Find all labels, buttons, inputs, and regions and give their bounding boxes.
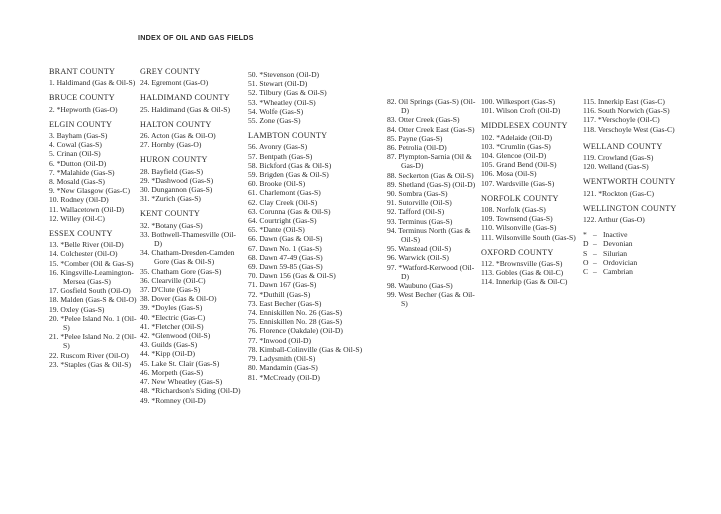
legend-dash: –	[593, 239, 597, 249]
field-entry: 82. Oil Springs (Gas-S) (Oil-D)	[387, 97, 476, 116]
field-entry: 84. Otter Creek East (Gas-S)	[387, 124, 475, 134]
county-heading: LAMBTON COUNTY	[248, 131, 328, 141]
field-entry: 77. *Inwood (Oil-D)	[248, 335, 312, 345]
field-entry: 101. Wilson Croft (Oil-D)	[481, 106, 561, 116]
legend-row	[583, 249, 713, 258]
field-entry: 18. Malden (Gas-S & Oil-O)	[49, 295, 137, 305]
field-entry: 17. Gosfield South (Oil-O)	[49, 286, 131, 296]
page-title: INDEX OF OIL AND GAS FIELDS	[138, 33, 254, 42]
field-entry: 54. Wolfe (Gas-S)	[248, 106, 304, 116]
field-entry: 94. Terminus North (Gas & Oil-S)	[387, 225, 471, 245]
field-entry: 69. Dawn 59-85 (Gas-S)	[248, 262, 323, 272]
field-entry: 43. Guilds (Gas-S)	[140, 340, 198, 350]
field-entry: 107. Wardsville (Gas-S)	[481, 178, 555, 188]
field-entry: 119. Crowland (Gas-S)	[583, 153, 654, 163]
field-entry: 6. *Dutton (Oil-D)	[49, 158, 107, 168]
field-entry: 89. Shetland (Gas-S) (Oil-D)	[387, 179, 476, 189]
county-heading: ESSEX COUNTY	[49, 229, 113, 239]
county-section	[248, 70, 378, 125]
field-entry: 112. *Brownsville (Gas-S)	[481, 259, 563, 269]
field-entry: 60. Brooke (Oil-S)	[248, 179, 306, 189]
field-entry: 24. Egremont (Gas-O)	[140, 78, 209, 88]
field-entry: 122. Arthur (Gas-O)	[583, 215, 645, 225]
field-entry: 113. Gobles (Gas & Oil-C)	[481, 268, 564, 278]
county-heading: GREY COUNTY	[140, 67, 201, 76]
county-section	[140, 209, 243, 404]
field-entry: 30. Dungannon (Gas-S)	[140, 185, 213, 195]
county-section	[583, 204, 713, 224]
legend-row	[583, 258, 713, 267]
county-heading: BRANT COUNTY	[49, 67, 116, 76]
field-entry: 115. Innerkip East (Gas-C)	[583, 97, 665, 106]
legend-label: Ordovician	[603, 257, 638, 267]
legend-symbol: D	[583, 239, 589, 249]
legend-label: Devonian	[603, 239, 633, 249]
legend-label: Cambrian	[603, 267, 633, 277]
legend-symbol: S	[583, 248, 588, 258]
county-heading: BRUCE COUNTY	[49, 93, 115, 103]
legend-row	[583, 267, 713, 276]
county-section	[49, 67, 137, 87]
county-section	[248, 131, 378, 381]
field-entry: 12. Willey (Oil-C)	[49, 213, 105, 223]
county-heading: MIDDLESEX COUNTY	[481, 121, 568, 131]
field-entry: 46. Morpeth (Gas-S)	[140, 367, 204, 377]
field-entry: 61. Charlemont (Gas-S)	[248, 188, 321, 198]
field-entry: 57. Bentpath (Gas-S)	[248, 151, 313, 161]
field-entry: 22. Ruscom River (Oil-O)	[49, 350, 129, 360]
county-section	[481, 194, 583, 242]
field-entry: 116. South Norwich (Gas-S)	[583, 106, 670, 116]
field-entry: 114. Innerkip (Gas & Oil-C)	[481, 277, 568, 287]
field-entry: 27. Hornby (Gas-O)	[140, 140, 202, 150]
field-entry: 91. Sutorville (Oil-S)	[387, 198, 452, 208]
field-entry: 103. *Crumlin (Gas-S)	[481, 141, 551, 151]
field-entry: 1. Haldimand (Gas & Oil-S)	[49, 78, 136, 88]
legend-symbol: C	[583, 267, 589, 277]
field-entry: 74. Enniskillen No. 26 (Gas-S)	[248, 308, 343, 318]
field-entry: 111. Wilsonville South (Gas-S)	[481, 232, 576, 242]
field-entry: 108. Norfolk (Gas-S)	[481, 205, 546, 215]
field-entry: 80. Mandamin (Gas-S)	[248, 363, 318, 373]
county-heading: WENTWORTH COUNTY	[583, 177, 676, 187]
county-section	[140, 93, 243, 113]
field-entry: 72. *Duthill (Gas-S)	[248, 289, 311, 299]
field-entry: 118. Verschoyle West (Gas-C)	[583, 124, 675, 134]
field-entry: 59. Brigden (Gas & Oil-S)	[248, 170, 329, 180]
field-entry: 109. Townsend (Gas-S)	[481, 214, 553, 224]
field-entry: 49. *Romney (Oil-D)	[140, 395, 206, 405]
field-entry: 26. Acton (Gas & Oil-O)	[140, 131, 216, 141]
county-section	[49, 229, 137, 369]
index-column-5	[481, 97, 583, 293]
field-entry: 5. Crinan (Oil-S)	[49, 149, 101, 159]
index-column-1	[49, 67, 137, 375]
county-heading: ELGIN COUNTY	[49, 119, 113, 129]
county-heading: HALDIMAND COUNTY	[140, 93, 230, 103]
field-entry: 64. Courtright (Gas-S)	[248, 216, 317, 226]
field-entry: 67. Dawn No. 1 (Gas-S)	[248, 243, 322, 253]
field-entry: 102. *Adelaide (Oil-D)	[481, 132, 553, 142]
field-entry: 73. East Becher (Gas-S)	[248, 298, 322, 308]
field-entry: 4. Cowal (Gas-S)	[49, 140, 102, 150]
county-heading: NORFOLK COUNTY	[481, 193, 559, 203]
field-entry: 55. Zone (Gas-S)	[248, 116, 301, 126]
field-entry: 58. Bickford (Gas & Oil-S)	[248, 160, 332, 170]
county-heading: HALTON COUNTY	[140, 119, 212, 129]
field-entry: 85. Payne (Gas-S)	[387, 133, 443, 143]
field-entry: 75. Enniskillen No. 28 (Gas-S)	[248, 317, 343, 327]
field-entry: 16. Kingsville-Leamington-Mersea (Gas-S)	[49, 267, 134, 287]
field-entry: 120. Welland (Gas-S)	[583, 162, 649, 172]
field-entry: 34. Chatham-Dresden-Camden Gore (Gas & Oil-S)	[140, 248, 235, 267]
index-column-6	[583, 97, 713, 276]
field-entry: 95. Wanstead (Oil-S)	[387, 244, 451, 254]
field-entry: 37. D'Clute (Gas-S)	[140, 285, 201, 295]
field-entry: 44. *Kipp (Oil-D)	[140, 349, 196, 359]
field-entry: 71. Dawn 167 (Gas-S)	[248, 280, 317, 290]
field-entry: 14. Colchester (Oil-O)	[49, 249, 118, 259]
legend-dash: –	[593, 248, 597, 258]
field-entry: 52. Tilbury (Gas & Oil-S)	[248, 88, 327, 98]
field-entry: 56. Avonry (Gas-S)	[248, 142, 308, 152]
field-entry: 92. Tafford (Oil-S)	[387, 207, 445, 217]
index-column-3	[248, 70, 378, 388]
field-entry: 99. West Becher (Gas & Oil-S)	[387, 290, 475, 309]
field-entry: 9. *New Glasgow (Gas-C)	[49, 186, 130, 196]
field-entry: 66. Dawn (Gas & Oil-S)	[248, 234, 323, 244]
legend	[583, 230, 713, 276]
field-entry: 53. *Wheatley (Oil-S)	[248, 97, 316, 107]
legend-dash: –	[593, 257, 597, 267]
field-entry: 45. Lake St. Clair (Gas-S)	[140, 358, 220, 368]
county-section	[583, 97, 713, 134]
field-entry: 93. Terminus (Gas-S)	[387, 216, 453, 226]
field-entry: 40. *Electric (Gas-C)	[140, 312, 206, 322]
field-entry: 32. *Botany (Gas-S)	[140, 220, 203, 230]
field-entry: 68. Dawn 47-49 (Gas-S)	[248, 252, 323, 262]
field-entry: 2. *Hepworth (Gas-O)	[49, 104, 118, 114]
field-entry: 70. Dawn 156 (Gas & Oil-S)	[248, 271, 336, 281]
field-entry: 100. Wilkesport (Gas-S)	[481, 97, 556, 106]
field-entry: 88. Seckerton (Gas & Oil-S)	[387, 170, 474, 180]
field-entry: 31. *Zurich (Gas-S)	[140, 194, 201, 204]
field-entry: 3. Bayham (Gas-S)	[49, 131, 108, 141]
legend-row	[583, 230, 713, 239]
field-entry: 81. *McCready (Oil-D)	[248, 372, 320, 382]
field-entry: 90. Sombra (Gas-S)	[387, 189, 448, 199]
field-entry: 62. Clay Creek (Oil-S)	[248, 197, 318, 207]
county-heading: OXFORD COUNTY	[481, 247, 554, 257]
field-entry: 97. *Watford-Kerwood (Oil-D)	[387, 262, 475, 281]
field-entry: 121. *Rockton (Gas-C)	[583, 188, 655, 198]
field-entry: 65. *Dante (Oil-S)	[248, 225, 305, 235]
county-section	[49, 93, 137, 113]
field-entry: 42. *Glenwood (Oil-S)	[140, 331, 211, 341]
field-entry: 86. Petrolia (Oil-D)	[387, 143, 447, 153]
county-heading: WELLINGTON COUNTY	[583, 203, 677, 213]
field-entry: 33. Bothwell-Thamesville (Oil-D)	[140, 229, 236, 249]
field-entry: 76. Florence (Oakdale) (Oil-D)	[248, 326, 343, 336]
field-entry: 15. *Comber (Oil & Gas-S)	[49, 258, 134, 268]
field-entry: 35. Chatham Gore (Gas-S)	[140, 266, 222, 276]
county-section	[140, 155, 243, 203]
field-entry: 47. New Wheatley (Gas-S)	[140, 377, 223, 387]
field-entry: 50. *Stevenson (Oil-D)	[248, 70, 320, 79]
legend-symbol: *	[583, 230, 587, 240]
legend-dash: –	[593, 267, 597, 277]
field-entry: 29. *Dashwood (Gas-S)	[140, 175, 214, 185]
field-entry: 25. Haldimand (Gas & Oil-S)	[140, 104, 231, 114]
field-entry: 48. *Richardson's Siding (Oil-D)	[140, 386, 241, 396]
field-entry: 83. Otter Creek (Gas-S)	[387, 115, 460, 125]
field-entry: 51. Stewart (Oil-D)	[248, 79, 308, 89]
county-heading: WELLAND COUNTY	[583, 141, 663, 151]
field-entry: 11. Wallacetown (Oil-D)	[49, 204, 125, 214]
index-column-2	[140, 67, 243, 411]
field-entry: 104. Glencoe (Oil-D)	[481, 151, 547, 161]
county-section	[140, 67, 243, 87]
field-entry: 117. *Verschoyle (Oil-C)	[583, 115, 660, 125]
field-entry: 21. *Pelee Island No. 2 (Oil-S)	[49, 332, 137, 351]
county-section	[140, 120, 243, 150]
county-section	[583, 142, 713, 172]
county-section	[481, 97, 583, 115]
field-entry: 110. Wilsonville (Gas-S)	[481, 223, 557, 233]
index-column-4	[387, 97, 481, 315]
field-entry: 8. Mosald (Gas-S)	[49, 177, 105, 187]
county-heading: HURON COUNTY	[140, 155, 208, 165]
field-entry: 105. Grand Bend (Oil-S)	[481, 160, 557, 170]
field-entry: 19. Oxley (Gas-S)	[49, 304, 105, 314]
field-entry: 63. Corunna (Gas & Oil-S)	[248, 206, 331, 216]
field-entry: 96. Warwick (Oil-S)	[387, 253, 449, 263]
legend-label: Inactive	[603, 230, 628, 240]
field-entry: 98. Waubuno (Gas-S)	[387, 281, 453, 291]
county-section	[49, 120, 137, 223]
field-entry: 20. *Pelee Island No. 1 (Oil-S)	[49, 313, 137, 333]
legend-dash: –	[593, 230, 597, 240]
field-entry: 79. Ladysmith (Oil-S)	[248, 354, 316, 364]
county-heading: KENT COUNTY	[140, 209, 201, 219]
county-section	[481, 121, 583, 187]
legend-label: Silurian	[603, 248, 628, 258]
field-entry: 23. *Staples (Gas & Oil-S)	[49, 359, 132, 369]
field-entry: 41. *Fletcher (Oil-S)	[140, 321, 204, 331]
county-section	[481, 248, 583, 287]
field-entry: 36. Clearville (Oil-C)	[140, 275, 206, 285]
field-entry: 13. *Belle River (Oil-D)	[49, 240, 124, 250]
field-entry: 28. Bayfield (Gas-S)	[140, 166, 204, 176]
field-entry: 10. Rodney (Oil-D)	[49, 195, 109, 205]
county-section	[387, 97, 481, 309]
county-section	[583, 177, 713, 197]
legend-symbol: O	[583, 257, 589, 267]
field-entry: 38. Dover (Gas & Oil-O)	[140, 294, 217, 304]
legend-row	[583, 239, 713, 248]
field-entry: 106. Mosa (Oil-S)	[481, 169, 537, 179]
field-entry: 39. *Doyles (Gas-S)	[140, 303, 203, 313]
field-entry: 78. Kimball-Colinville (Gas & Oil-S)	[248, 344, 363, 354]
field-entry: 87. Plympton-Sarnia (Oil & Gas-D)	[387, 152, 472, 171]
field-entry: 7. *Malahide (Gas-S)	[49, 167, 115, 177]
